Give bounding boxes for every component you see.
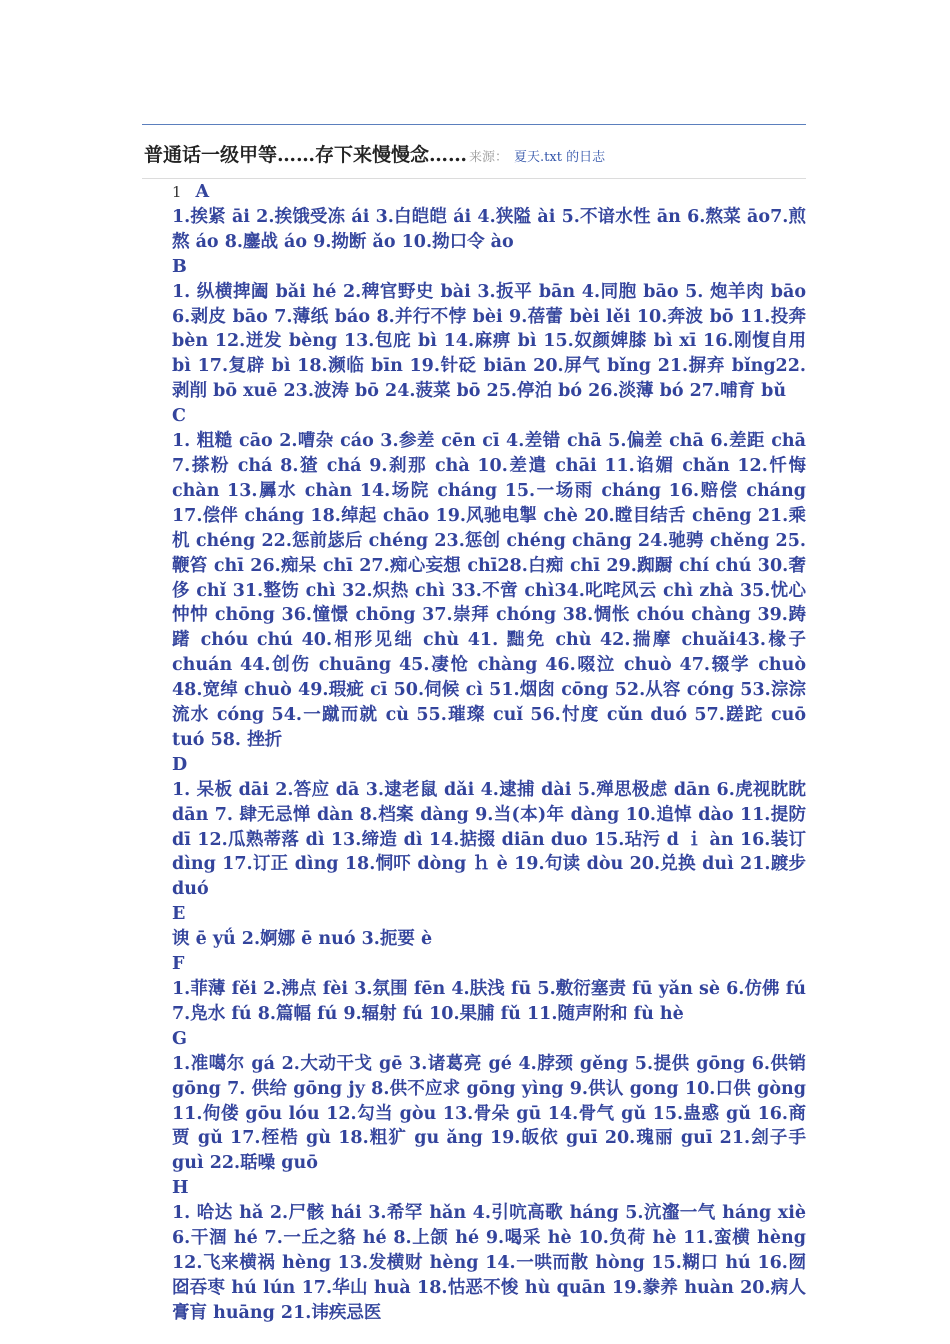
section-text-b: 1. 纵横捭阖 bǎi hé 2.稗官野史 bài 3.扳平 bān 4.同胞 bāo 5. 炮羊肉 bāo 6.剥皮 bāo 7.薄纸 báo 8.并行不悖 bèi 9.蓓蕾 bèi lěi 10.奔波 bō 11.投奔 bèn 12.迸发 bèng 13.包庇 bì 14.麻痹 bì 15.奴颜婢膝 bì xī 16.刚愎自用 bì 17.复辟 bì 18.濒临 bīn 19.针砭 biān 20.屏气 bǐng 21.摒弃 bǐng22.剥削 bō xuē 23.波涛 bō 24.菠菜 bō 25.停泊 bó 26.淡薄 bó 27.哺育 bǔ [172, 281, 806, 402]
section-heading-a [172, 180, 806, 205]
section-letter-h: H [172, 1178, 189, 1199]
header-bottom-divider [142, 178, 806, 179]
section-text-h: 1. 哈达 hǎ 2.尸骸 hái 3.希罕 hǎn 4.引吭高歌 háng 5.沆瀣一气 háng xiè 6.干涸 hé 7.一丘之貉 hé 8.上颌 hé 9.喝采 hè 10.负荷 hè 11.蛮横 hèng 12.飞来横祸 hèng 13.发横财 hèng 14.一哄而散 hòng 15.糊口 hú 16.囫囵吞枣 hú lún 17.华山 huà 18.怙恶不悛 hù quān 19.豢养 huàn 20.病人膏肓 huāng 21.讳疾忌医 [172, 1203, 806, 1323]
section-letter-c: C [172, 406, 186, 427]
section-text-f: 1.菲薄 fěi 2.沸点 fèi 3.氛围 fēn 4.肤浅 fū 5.敷衍塞责 fū yǎn sè 6.仿佛 fú 7.凫水 fú 8.篇幅 fú 9.辐射 fú 10.果脯 fǔ 11.随声附和 fù hè [172, 979, 806, 1024]
section-text-a: 1.挨紧 āi 2.挨饿受冻 ái 3.白皑皑 ái 4.狭隘 ài 5.不谙水性 ān 6.熬菜 āo7.煎熬 áo 8.鏖战 áo 9.拗断 ǎo 10.拗口令 ào [172, 206, 806, 252]
source-link[interactable]: 夏天.txt 的日志 [514, 150, 606, 165]
source-label: 来源： [469, 150, 509, 165]
post-header [144, 140, 808, 170]
section-text-e: 谀 ē yǘ 2.婀娜 ē nuó 3.扼要 è [172, 929, 433, 950]
header-top-divider [142, 124, 806, 125]
section-letter: A [195, 182, 210, 202]
section-letter-b: B [172, 256, 187, 277]
post-title: 普通话一级甲等……存下来慢慢念…… [144, 144, 468, 166]
section-letter-e: E [172, 904, 186, 925]
section-text-d: 1. 呆板 dāi 2.答应 dā 3.逮老鼠 dǎi 4.逮捕 dài 5.殚思极虑 dān 6.虎视眈眈 dān 7. 肆无忌惮 dàn 8.档案 dàng 9.当(本)年 dàng 10.追悼 dào 11.提防 dī 12.瓜熟蒂落 dì 13.缔造 dì 14.掂掇 diān duo 15.玷污 d ｉ àn 16.装订 dìng 17.订正 dìng 18.恫吓 dòng ｈ è 19.句读 dòu 20.兑换 duì 21.踱步 duó [172, 779, 806, 900]
section-letter-g: G [172, 1028, 187, 1049]
list-number: 1 [172, 183, 182, 201]
section-text-c: 1. 粗糙 cāo 2.嘈杂 cáo 3.参差 cēn cī 4.差错 chā 5.偏差 chā 6.差距 chā 7.搽粉 chá 8.猹 chá 9.刹那 chà 10.差遣 chāi 11.谄媚 chǎn 12.忏悔 chàn 13.羼水 chàn 14.场院 cháng 15.一场雨 cháng 16.赔偿 cháng 17.偿伴 cháng 18.绰起 chāo 19.风驰电掣 chè 20.瞠目结舌 chēng 21.乘机 chéng 22.惩前毖后 chéng 23.惩创 chéng chāng 24.驰骋 chěng 25.鞭笞 chī 26.痴呆 chī 27.痴心妄想 chī28.白痴 chī 29.踟蹰 chí chú 30.奢侈 chǐ 31.整饬 chì 32.炽热 chì 33.不啻 chì34.叱咤风云 chì zhà 35.忧心忡忡 chōng 36.憧憬 chōng 37.崇拜 chóng 38.惆怅 chóu chàng 39.踌躇 chóu chú 40.相形见绌 chù 41. 黜免 chù 42.揣摩 chuǎi43.椽子 chuán 44.创伤 chuāng 45.凄怆 chàng 46.啜泣 chuò 47.辍学 chuò 48.宽绰 chuò 49.瑕疵 cī 50.伺候 cì 51.烟囱 cōng 52.从容 cóng 53.淙淙流水 cóng 54.一蹴而就 cù 55.璀璨 cuǐ 56.忖度 cǔn duó 57.蹉跎 cuō tuó 58. 挫折 [172, 431, 806, 750]
section-text-g: 1.准噶尔 gá 2.大动干戈 gē 3.诸葛亮 gé 4.脖颈 gěng 5.提供 gōng 6.供销 gōng 7. 供给 gōng jy 8.供不应求 gōng yìng 9.供认 gong 10.口供 gòng 11.佝偻 gōu lóu 12.勾当 gòu 13.骨朵 gū 14.骨气 gǔ 15.蛊惑 gǔ 16.商贾 gǔ 17.桎梏 gù 18.粗犷 gu ǎng 19.皈依 guī 20.瑰丽 guī 21.刽子手 guì 22.聒噪 guō [172, 1053, 806, 1174]
post-body [172, 180, 806, 1340]
section-letter-d: D [172, 754, 188, 775]
section-letter-f: F [172, 954, 185, 975]
